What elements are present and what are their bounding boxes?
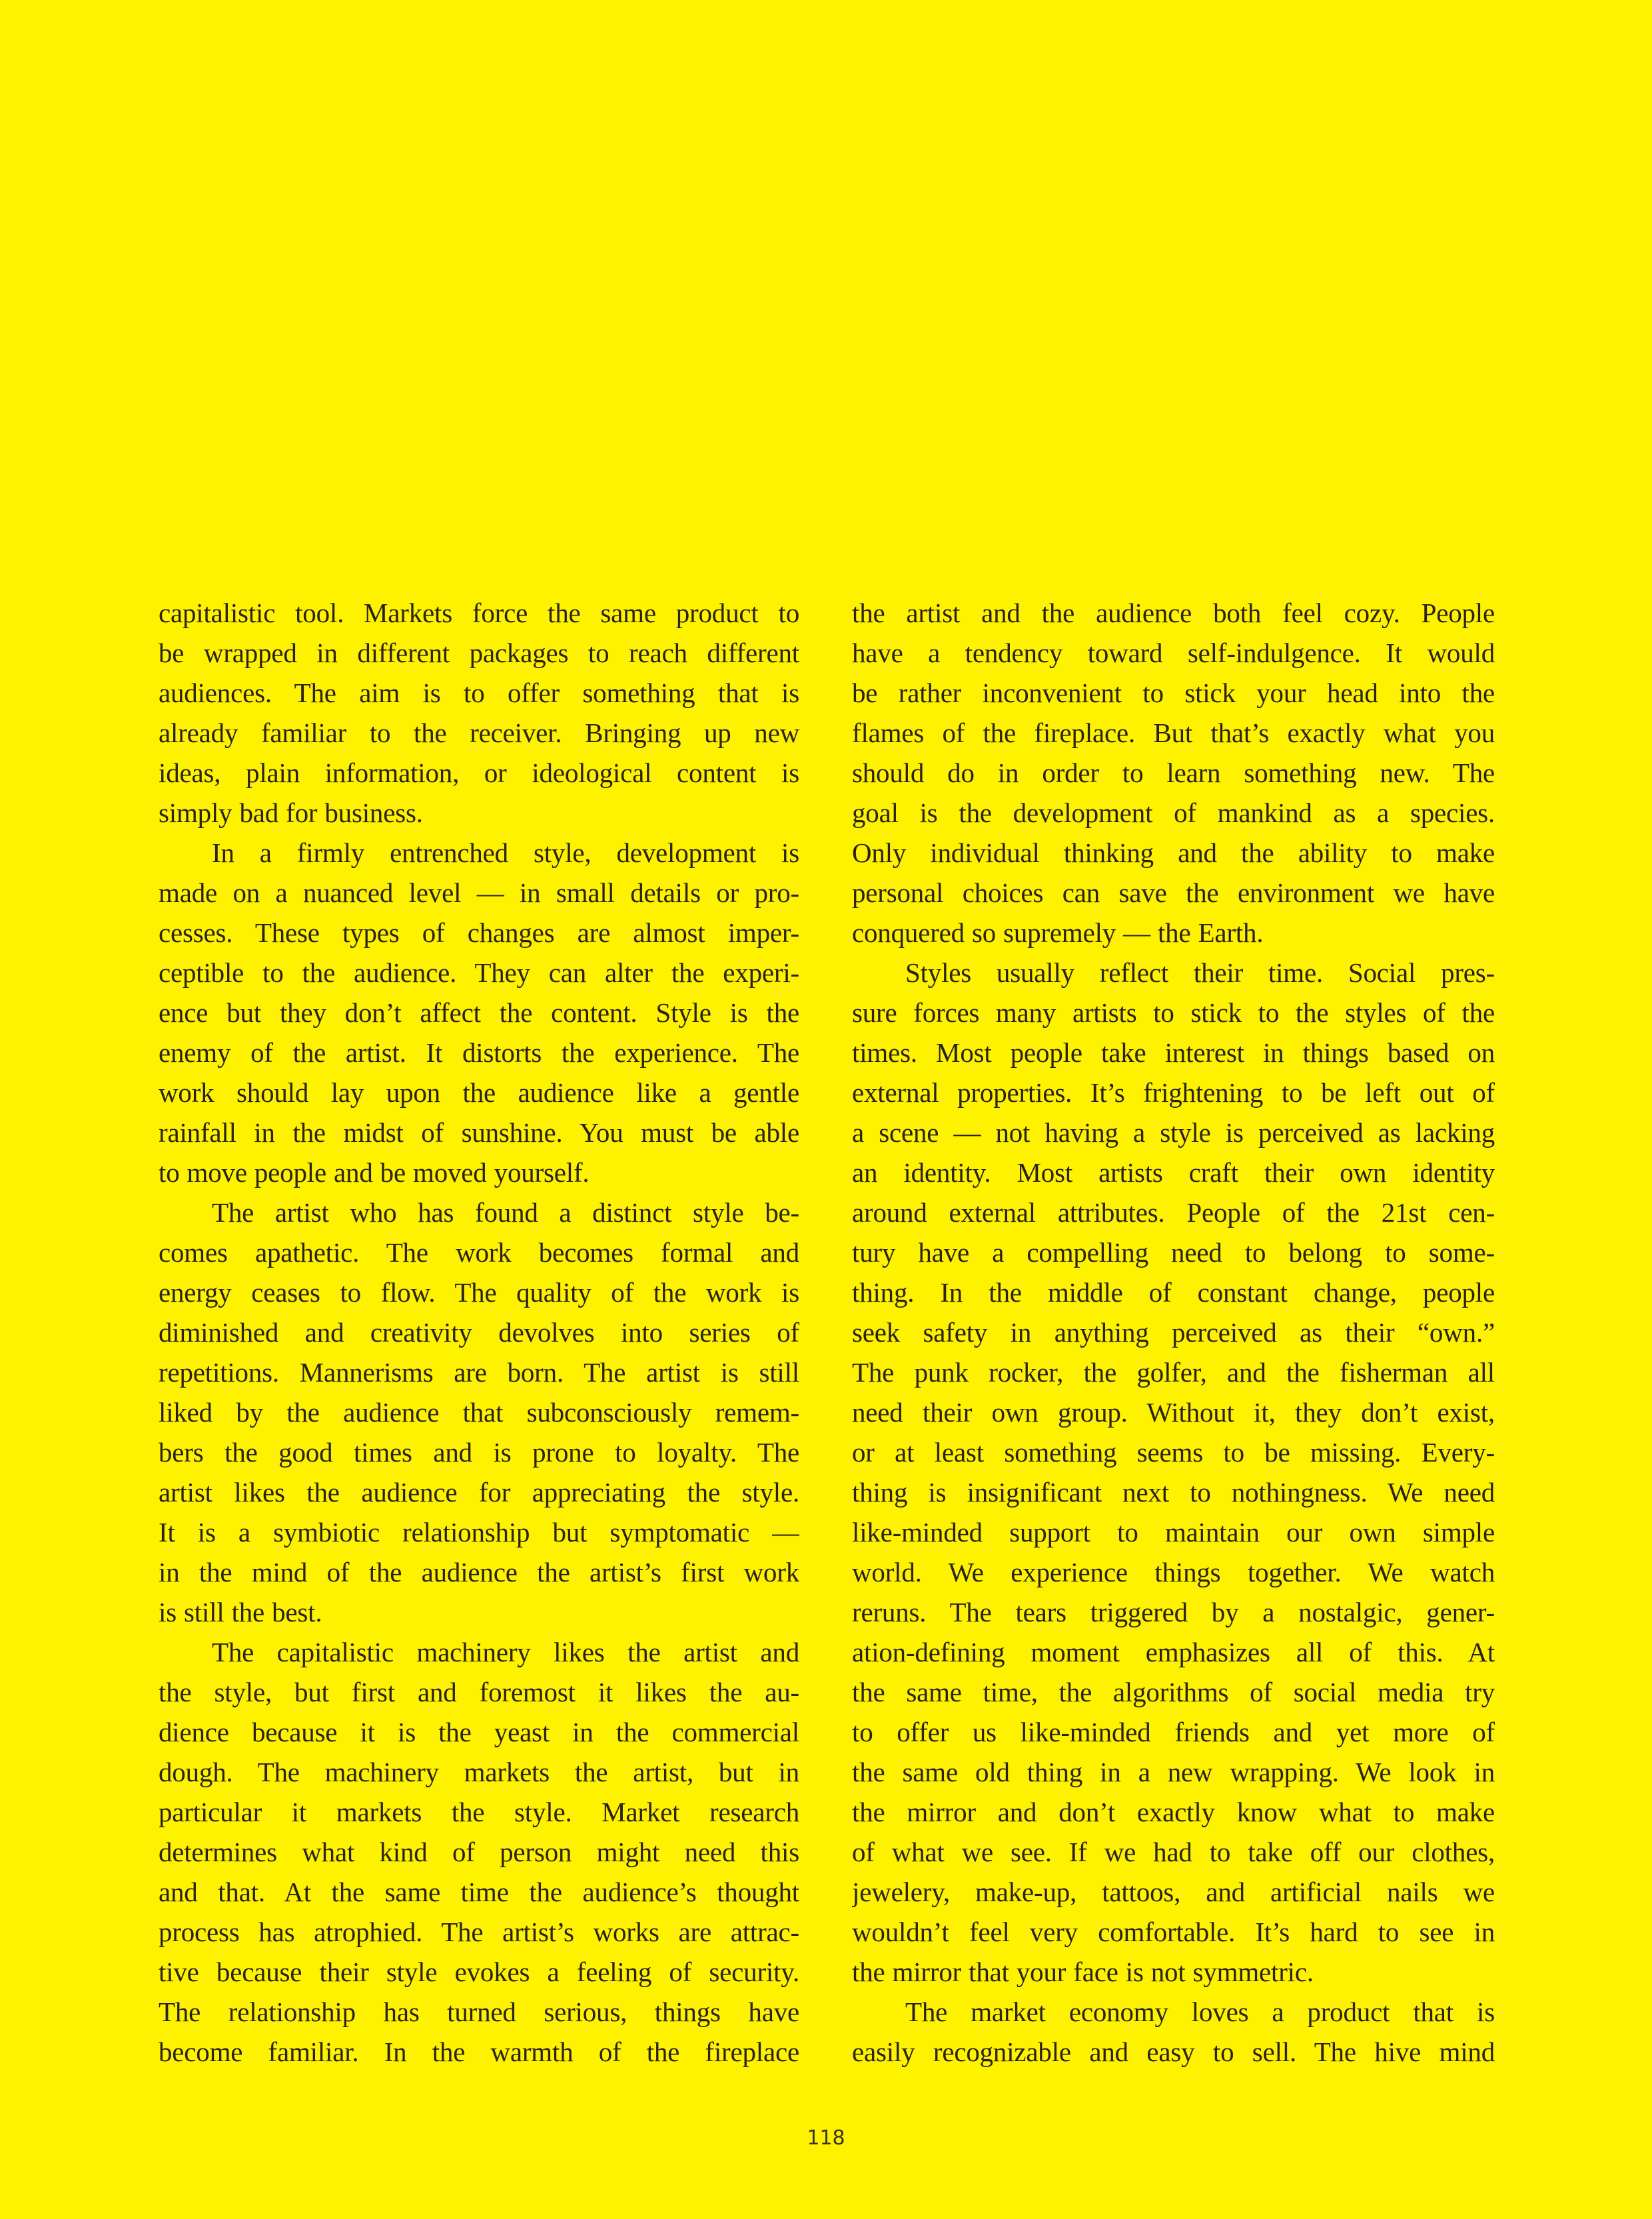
text-line: thing. In the middle of constant change, people (852, 1277, 1495, 1308)
text-line: made on a nuanced level — in small details or pro- (159, 877, 799, 908)
paragraph (852, 593, 1495, 953)
text-line: tury have a compelling need to belong to some- (852, 1237, 1495, 1268)
text-line: enemy of the artist. It distorts the experience. The (159, 1037, 799, 1068)
text-line: a scene — not having a style is perceived as lacking (852, 1117, 1495, 1148)
text-line: the style, but first and foremost it likes the au- (159, 1677, 799, 1707)
text-line: In a firmly entrenched style, development is (212, 837, 799, 868)
text-line: easily recognizable and easy to sell. The hive mind (852, 2036, 1495, 2067)
paragraph (159, 833, 799, 1192)
text-line: The artist who has found a distinct style be- (212, 1197, 799, 1228)
text-line: or at least something seems to be missing. Every- (852, 1437, 1495, 1468)
text-line: ceptible to the audience. They can alter the experi- (159, 957, 799, 988)
text-line: of what we see. If we had to take off our clothes, (852, 1837, 1495, 1867)
text-line: need their own group. Without it, they don’t exist, (852, 1397, 1495, 1428)
paragraph (159, 593, 799, 833)
text-line: have a tendency toward self-indulgence. It would (852, 638, 1495, 668)
paragraph (852, 1992, 1495, 2072)
paragraph (852, 953, 1495, 1992)
page-number: 118 (807, 2126, 845, 2150)
text-line: comes apathetic. The work becomes formal and (159, 1237, 799, 1268)
text-line: cesses. These types of changes are almost imper- (159, 917, 799, 948)
text-line: particular it markets the style. Market research (159, 1797, 799, 1827)
text-line: be wrapped in different packages to reach different (159, 638, 799, 668)
text-line: around external attributes. People of the 21st cen- (852, 1197, 1495, 1228)
text-line: and that. At the same time the audience’s thought (159, 1877, 799, 1907)
text-line: an identity. Most artists craft their own identity (852, 1157, 1495, 1188)
paragraph (159, 1192, 799, 1632)
text-line: Styles usually reflect their time. Social pres- (905, 957, 1495, 988)
text-line: conquered so supremely — the Earth. (852, 917, 1264, 948)
text-line: the mirror that your face is not symmetric. (852, 1957, 1314, 1987)
text-line: reruns. The tears triggered by a nostalgic, gener- (852, 1597, 1495, 1627)
text-line: capitalistic tool. Markets force the same product to (159, 598, 799, 628)
text-line: should do in order to learn something new. The (852, 757, 1495, 788)
text-line: wouldn’t feel very comfortable. It’s hard to see in (852, 1917, 1495, 1947)
text-line: seek safety in anything perceived as their “own.” (852, 1317, 1495, 1348)
text-line: diminished and creativity devolves into series of (159, 1317, 799, 1348)
text-line: ation-defining moment emphasizes all of this. At (852, 1637, 1495, 1667)
text-column-left (159, 593, 799, 2072)
text-line: ideas, plain information, or ideological content is (159, 757, 799, 788)
text-line: The capitalistic machinery likes the artist and (212, 1637, 799, 1667)
text-line: simply bad for business. (159, 797, 423, 828)
text-line: audiences. The aim is to offer something that is (159, 677, 799, 708)
text-line: artist likes the audience for appreciating the style. (159, 1477, 799, 1508)
text-line: already familiar to the receiver. Bringing up new (159, 717, 799, 748)
text-column-right (852, 593, 1495, 2072)
text-line: personal choices can save the environment we have (852, 877, 1495, 908)
text-line: jewelery, make-up, tattoos, and artificial nails we (852, 1877, 1495, 1907)
text-line: times. Most people take interest in things based on (852, 1037, 1495, 1068)
text-line: liked by the audience that subconsciously remem- (159, 1397, 799, 1428)
text-line: the artist and the audience both feel cozy. People (852, 598, 1495, 628)
text-line: the mirror and don’t exactly know what to make (852, 1797, 1495, 1827)
text-line: tive because their style evokes a feeling of security. (159, 1957, 799, 1987)
text-line: the same old thing in a new wrapping. We look in (852, 1757, 1495, 1787)
text-line: to move people and be moved yourself. (159, 1157, 590, 1188)
text-line: sure forces many artists to stick to the styles of the (852, 997, 1495, 1028)
text-line: flames of the fireplace. But that’s exactly what you (852, 717, 1495, 748)
text-line: dough. The machinery markets the artist, but in (159, 1757, 799, 1787)
text-line: rainfall in the midst of sunshine. You must be able (159, 1117, 799, 1148)
text-line: The market economy loves a product that is (905, 1997, 1495, 2027)
text-line: work should lay upon the audience like a gentle (159, 1077, 799, 1108)
text-line: ence but they don’t affect the content. Style is the (159, 997, 799, 1028)
text-line: process has atrophied. The artist’s works are attrac- (159, 1917, 799, 1947)
text-line: the same time, the algorithms of social media try (852, 1677, 1495, 1707)
text-line: become familiar. In the warmth of the fireplace (159, 2036, 799, 2067)
text-line: The relationship has turned serious, things have (159, 1997, 799, 2027)
text-line: energy ceases to flow. The quality of the work is (159, 1277, 799, 1308)
text-line: dience because it is the yeast in the commercial (159, 1717, 799, 1747)
text-line: be rather inconvenient to stick your head into the (852, 677, 1495, 708)
text-line: Only individual thinking and the ability to make (852, 837, 1495, 868)
paragraph (159, 1632, 799, 2072)
text-line: The punk rocker, the golfer, and the fisherman all (852, 1357, 1495, 1388)
text-line: It is a symbiotic relationship but symptomatic — (159, 1517, 799, 1548)
text-line: bers the good times and is prone to loyalty. The (159, 1437, 799, 1468)
text-line: repetitions. Mannerisms are born. The artist is still (159, 1357, 799, 1388)
text-line: is still the best. (159, 1597, 322, 1627)
text-line: to offer us like-minded friends and yet more of (852, 1717, 1495, 1747)
text-line: world. We experience things together. We watch (852, 1557, 1495, 1587)
text-line: goal is the development of mankind as a species. (852, 797, 1495, 828)
text-line: in the mind of the audience the artist’s first work (159, 1557, 799, 1587)
text-line: external properties. It’s frightening to be left out of (852, 1077, 1495, 1108)
text-line: thing is insignificant next to nothingness. We need (852, 1477, 1495, 1508)
text-line: determines what kind of person might need this (159, 1837, 799, 1867)
text-line: like-minded support to maintain our own simple (852, 1517, 1495, 1548)
